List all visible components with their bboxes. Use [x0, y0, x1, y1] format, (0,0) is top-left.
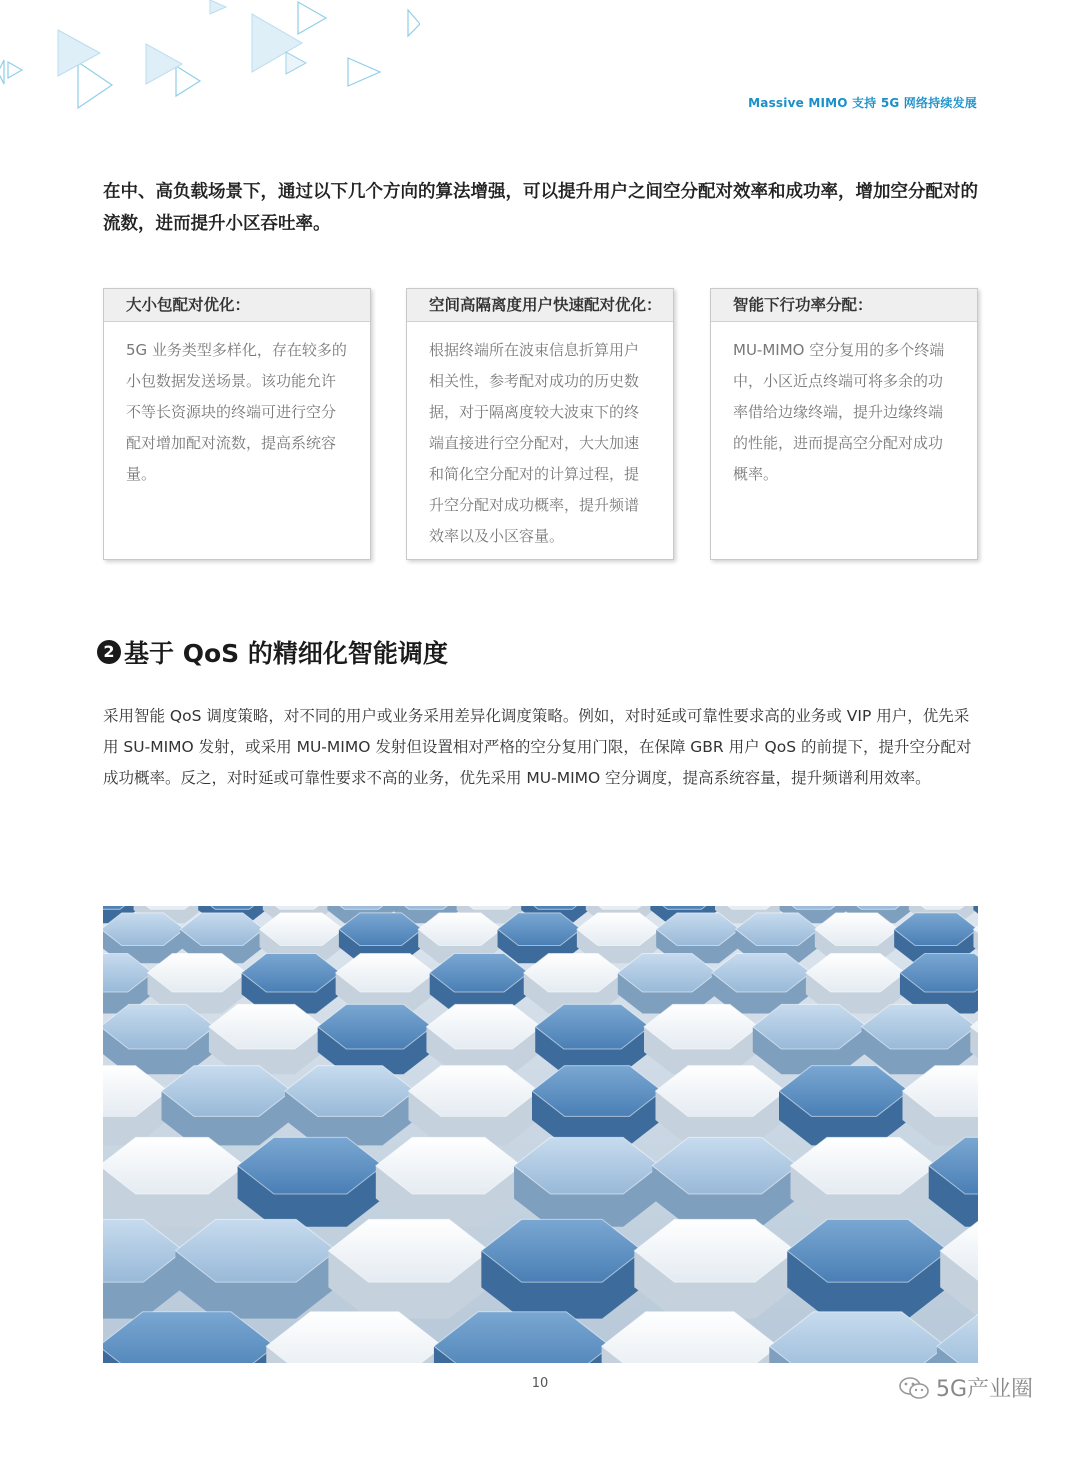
- feature-cards: [103, 288, 978, 560]
- body-paragraph: 采用智能 QoS 调度策略，对不同的用户或业务采用差异化调度策略。例如，对时延或可靠性要求高的业务或 VIP 用户，优先采用 SU-MIMO 发射，或采用 MU-MIMO 发射但设置相对严格的空分复用门限，在保障 GBR 用户 QoS 的前提下，提升空分配对成功概率。反之，对时延或可靠性要求不高的业务，优先采用 MU-MIMO 空分调度，提高系统容量，提升频谱利用效率。: [103, 707, 972, 787]
- feature-card-small-packet: [103, 288, 371, 560]
- card-title: 空间高隔离度用户快速配对优化：: [407, 289, 673, 322]
- hexagon-pattern-image: [103, 906, 978, 1363]
- card-title: 智能下行功率分配：: [711, 289, 977, 322]
- section-number-badge: 2: [97, 640, 121, 664]
- card-body: 根据终端所在波束信息折算用户相关性，参考配对成功的历史数据，对于隔离度较大波束下的终端直接进行空分配对，大大加速和简化空分配对的计算过程，提升空分配对成功概率，提升频谱效率以及小区容量。: [429, 341, 640, 545]
- section-title: 基于 QoS 的精细化智能调度: [124, 639, 448, 668]
- page-number: 10: [531, 1376, 549, 1391]
- section-heading: [97, 634, 448, 670]
- decorative-triangles: [0, 0, 420, 120]
- wechat-icon: [898, 1376, 930, 1400]
- watermark-text: 5G产业圈: [936, 1377, 1034, 1402]
- running-header: Massive MIMO 支持 5G 网络持续发展: [748, 96, 977, 110]
- card-title: 大小包配对优化：: [104, 289, 370, 322]
- feature-card-power-allocation: [710, 288, 978, 560]
- card-body: 5G 业务类型多样化，存在较多的小包数据发送场景。该功能允许不等长资源块的终端可进行空分配对增加配对流数，提高系统容量。: [126, 341, 347, 483]
- card-body: MU-MIMO 空分复用的多个终端中，小区近点终端可将多余的功率借给边缘终端，提升边缘终端的性能，进而提高空分配对成功概率。: [733, 341, 945, 483]
- watermark: [898, 1372, 1033, 1403]
- intro-paragraph: 在中、高负载场景下，通过以下几个方向的算法增强，可以提升用户之间空分配对效率和成功率，增加空分配对的流数，进而提升小区吞吐率。: [103, 182, 978, 234]
- feature-card-fast-pairing: [406, 288, 674, 560]
- hexagon-illustration: [103, 906, 978, 1363]
